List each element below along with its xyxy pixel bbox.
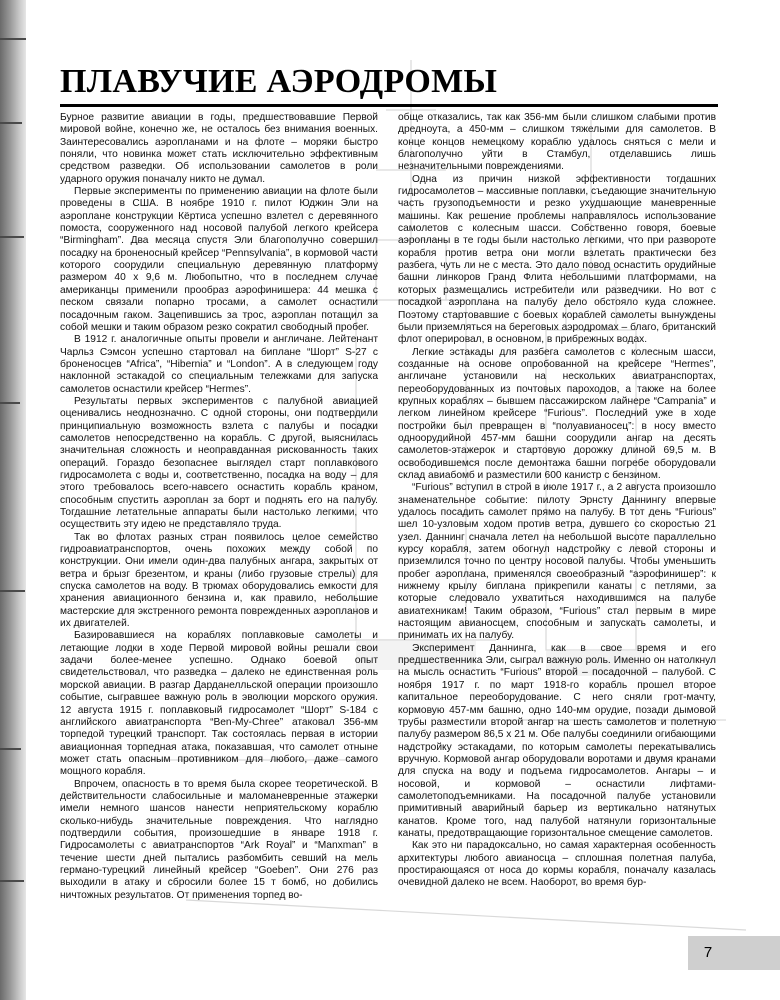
page-title: ПЛАВУЧИЕ АЭРОДРОМЫ [60,63,498,100]
paragraph: В 1912 г. аналогичные опыты провели и англичане. Лейтенант Чарльз Сэмсон успешно стартовал на биплане “Шорт” S-27 с броненосцев “Africa”, “Hibernia” и “London”. А в следующем году наклонной эстакадой со специальным тележками для запуска самолетов оснастили крейсер “Hermes”. [60,334,378,395]
paragraph: Первые эксперименты по применению авиации на флоте были проведены в США. В ноябре 1910 г. пилот Юджин Эли на аэроплане конструкции Кёртиса успешно взлетел с деревянного помоста, сооруженного над носовой палубой легкого крейсера “Birmingham”. Два месяца спустя Эли благополучно совершил посадку на броненосный крейсер “Pennsylvania”, в кормовой части которого соорудили специальную деревянную платформу размером 40 х 9,6 м. Любопытно, что в последнем случае американцы применили прообраз аэрофинишера: 44 мешка с песком связали попарно тросами, а самолет оснастили посадочным гаком. Зацепившись за трос, аэроплан потащил за собой мешки и таким образом резко сократил свободный пробег. [60,186,378,333]
page-number: 7 [703,944,713,961]
paragraph: Так во флотах разных стран появилось целое семейство гидроавиатранспортов, очень похожих между собой по конструкции. Они имели один-два палубных ангара, закрытых от ветра и брызг брезентом, и краны (либо грузовые стрелы) для спуска самолетов на воду. В трюмах оборудовались емкости для хранения авиационного бензина и, как правило, небольшие мастерские для экстренного ремонта поврежденных аэропланов и их двигателей. [60,531,378,630]
paragraph: Эксперимент Даннинга, как в свое время и его предшественника Эли, сыграл важную роль. Именно он натолкнул на мысль оснастить “Furious” второй – посадочной – палубой. С ноября 1917 г. по март 1918-го корабль прошел второе капитальное переоборудование. С него сняли грот-мачту, кормовую 457-мм башню, одно 140-мм орудие, позади дымовой трубы разместили второй ангар на шесть самолетов и полетную палубу размером 86,5 х 21 м. Обе палубы соединили огибающими надстройку эстакадами, по которым самолеты перекатывались вручную. Кормовой ангар оборудовали воротами и двумя кранами для спуска на воду и подъема гидросамолетов. Ангары – и носовой, и кормовой – оснастили лифтами-самолетоподъемниками. На посадочной палубе установили примитивный аварийный барьер из вертикально натянутых канатов. Кроме того, над палубой натянули горизонтальные канаты, предотвращающие горизонтальное смещение самолетов. [398,642,716,839]
text-column-left [60,112,378,902]
page-number-box [688,936,780,970]
paragraph: Легкие эстакады для разбега самолетов с колесным шасси, созданные на основе опробованной на крейсере “Hermes”, англичане установили на нескольких авиатранспортах, переоборудованных из почтовых пароходов, а также на более крупных кораблях – бывшем пассажирском лайнере “Campania” и легком линейном крейсере “Furious”. Последний уже в ходе постройки был превращен в “полуавианосец”: в носу вместо одноорудийной 457-мм башни соорудили ангар на десять самолетов-этажерок и стартовую дорожку длиной 69,5 м. В освободившемся после демонтажа башни погребе оборудовали склад авиабомб и разместили 600 канистр с бензином. [398,346,716,481]
paragraph: Одна из причин низкой эффективности тогдашних гидросамолетов – массивные поплавки, съедающие значительную часть грузоподъемности и резко ухудшающие маневренные машины. Как решение проблемы направлялось использование самолетов с колесным шасси. Собственно говоря, боевые аэропланы в те годы были настолько легкими, что при развороте корабля против ветра они могли взлетать практически без разбега, чуть ли не с места. Это дало повод оснастить орудийные башни линкоров Гранд Флита небольшими платформами, на которых размещались истребители или разведчики. Но вот с посадкой аэроплана на палубу дело обстояло куда сложнее. Поэтому стартовавшие с боевых кораблей самолеты вынуждены были приземляться на береговых аэродромах – благо, британский флот оперировал, в основном, в прибрежных водах. [398,173,716,346]
photo-edge-strip [0,0,26,1000]
paragraph: Как это ни парадоксально, но самая характерная особенность архитектуры любого авианосца – сплошная полетная палуба, простирающаяся от носа до кормы корабля, поначалу казалась очевидной далеко не всем. Наоборот, во время бур- [398,840,716,889]
text-column-right [398,112,716,890]
paragraph: обще отказались, так как 356-мм были слишком слабыми против дредноута, а 450-мм – слишком тяжелыми для самолетов. В конце концов немецкому кораблю удалось сняться с мели и благополучно уйти в Стамбул, отделавшись лишь незначительными повреждениями. [398,112,716,173]
paragraph: Впрочем, опасность в то время была скорее теоретической. В действительности слабосильные и маломаневренные этажерки имели немного шансов нанести неприятельскому кораблю сколько-нибудь значительные повреждения. Что наглядно подтвердили события, произошедшие в январе 1918 г. Гидросамолеты с авиатранспортов “Ark Royal” и “Manxman” в течение шести дней пытались разбомбить севший на мель германо-турецкий линейный крейсер “Goeben”. Они 276 раз выходили в атаку и сбросили более 15 т бомб, но добились ничтожных результатов. От применения торпед во- [60,778,378,901]
paragraph: Бурное развитие авиации в годы, предшествовавшие Первой мировой войне, конечно же, не осталось без внимания военных. Заинтересовались аэропланами и на флоте – моряки быстро поняли, что новинка может стать исключительно эффективным средством разведки. Об использовании самолетов в роли ударного оружия поначалу никто не думал. [60,112,378,185]
title-rule [60,104,718,107]
paragraph: Результаты первых экспериментов с палубной авиацией оценивались неоднозначно. С одной стороны, они подтвердили принципиальную возможность взлета с палубы и посадки самолетов непосредственно на корабль. С другой, выяснилась значительная сложность и неоправданная рискованность таких операций. Гораздо безопаснее выглядел старт поплавкового гидросамолета с воды и, соответственно, посадка на воду – для этого требовалось всего-навсего оснастить корабль краном, способным спустить аэроплан за борт и поднять его на палубу. Тогдашние летательные аппараты были настолько легкими, что осуществить эту идею не представляло труда. [60,395,378,531]
paragraph: “Furious” вступил в строй в июле 1917 г., а 2 августа произошло знаменательное событие: пилоту Эрнсту Даннингу впервые удалось посадить самолет прямо на палубу. В тот день “Furious” шел 10-узловым ходом против ветра, дувшего со скоростью 21 узел. Даннинг сначала летел на небольшой высоте параллельно курсу корабля, затем обогнул надстройку с левой стороны и приземлился точно по центру носовой палубы. Чтобы уменьшить пробег аэроплана, применялся своеобразный “аэрофинишер”: к нижнему крылу биплана прикрепили канаты с петлями, за которые следовало ухватиться находившимся на палубе авиатехникам! Таким образом, “Furious” стал первым в мире настоящим авианосцем, способным и запускать самолеты, и принимать их на палубу. [398,482,716,642]
paragraph: Базировавшиеся на кораблях поплавковые самолеты и летающие лодки в ходе Первой мировой войны решали свои задачи более-менее успешно. Однако боевой опыт свидетельствовал, что разведка – далеко не единственная роль морской авиации. В разгар Дарданелльской операции произошло событие, сыгравшее важную роль в эволюции морского оружия. 12 августа 1915 г. поплавковый гидросамолет “Шорт” S-184 с английского авиатранспорта “Ben-My-Chree” атаковал 356-мм торпедой турецкий транспорт. Так состоялась первая в истории авиационная торпедная атака, показавшая, что самолет отныне может стать опасным противником для любого, даже самого мощного корабля. [60,630,378,778]
